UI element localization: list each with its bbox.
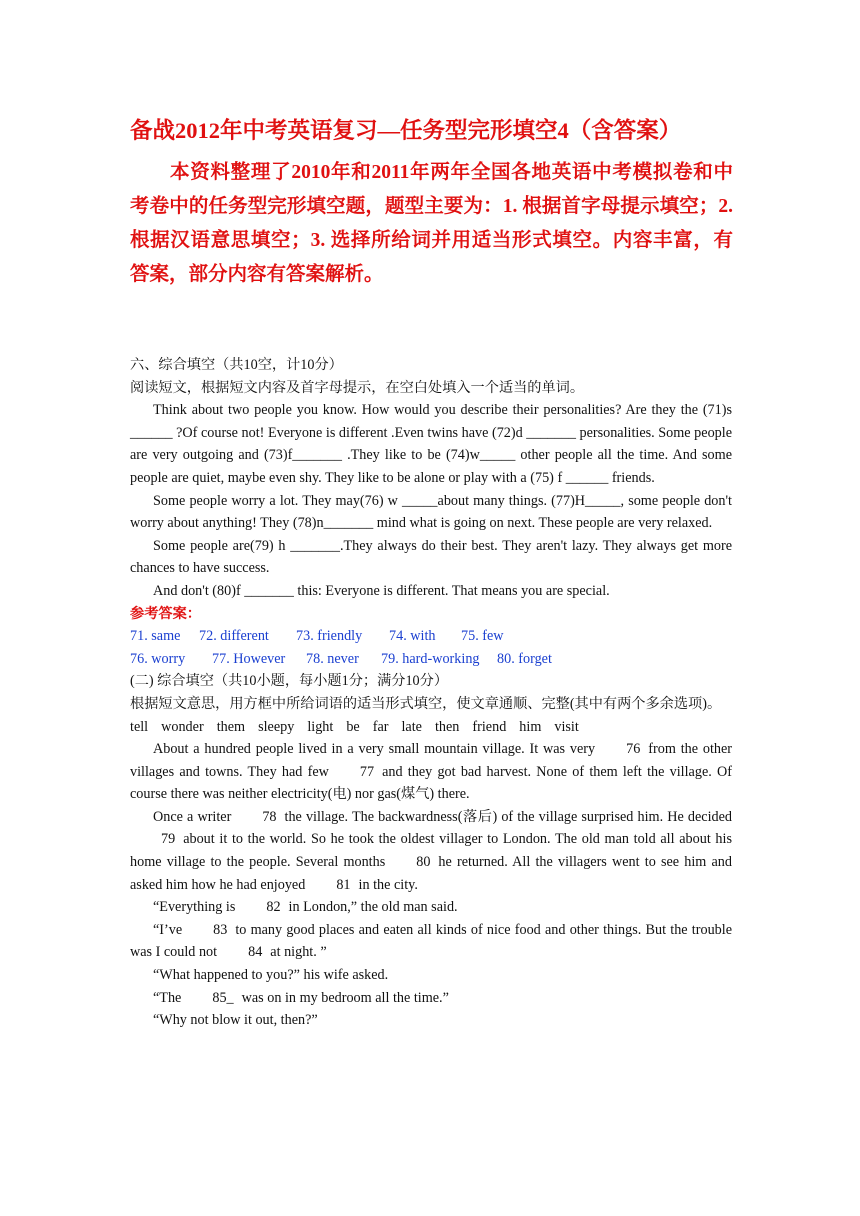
story-text: from the other villages and towns. They had few (130, 741, 733, 780)
word-bank-item: them (216, 718, 246, 735)
section2-instruction: 根据短文意思，用方框中所给词语的适当形式填空，使文章通顺、完整(其中有两个多余选项)。 (130, 695, 722, 712)
story-text: at night. ” (270, 944, 327, 961)
section1-paragraph: And don't (80)f _______ this: Everyone is different. That means you are special. (153, 582, 610, 599)
story-text: was on in my bedroom all the time.” (241, 989, 449, 1006)
section1-paragraph: Think about two people you know. How would you describe their personalities? Are they the (71)s ______ ?Of course not! Everyone is different .Even twins have (72)d _______ personalities. Some people are very outgoing and (73)f_______ .They like to be (74)w_____ other people all the time. And some people are quiet, maybe even shy. They like to be alone or play with a (75) f ______ friends. (130, 402, 732, 486)
answer-row (130, 625, 732, 648)
story-paragraph (130, 738, 732, 806)
answer-item: 79. hard-working (381, 650, 480, 667)
story-text: “The (153, 989, 182, 1006)
answer-item: 74. with (389, 628, 436, 645)
section2-heading: (二) 综合填空（共10小题，每小题1分；满分10分） (130, 673, 449, 690)
word-bank-item: then (434, 718, 460, 735)
word-bank-item: wonder (161, 718, 204, 735)
story-paragraph (130, 919, 732, 964)
story-text: “Everything is (153, 899, 236, 916)
answer-item: 71. same (130, 628, 181, 645)
answer-item: 76. worry (130, 650, 186, 667)
blank-number: 80 (416, 854, 431, 871)
word-bank-item: late (401, 718, 422, 735)
story-text: Once a writer (153, 808, 232, 825)
story-text: about it to the world. So he took the oldest villager to London. The old man told all about his home village to the people. Several months (130, 831, 732, 871)
answer-item: 80. forget (497, 650, 552, 667)
word-bank-item: him (519, 718, 542, 735)
answer-item: 72. different (199, 628, 269, 645)
story-text: to many good places and eaten all kinds of nice food and other things. But the trouble was I could not (130, 921, 732, 961)
answer-item: 77. However (212, 650, 286, 667)
story-text: and they got bad harvest. None of them left the village. Of course there was neither electricity(电) nor gas(煤气) there. (130, 763, 732, 803)
word-bank-item: tell (130, 718, 149, 735)
answer-item: 73. friendly (296, 628, 363, 645)
story-text: he returned. All the villagers went to see him and asked him how he had enjoyed (130, 854, 732, 893)
intro-paragraph: 本资料整理了2010年和2011年两年全国各地英语中考模拟卷和中考卷中的任务型完形填空题，题型主要为：1. 根据首字母提示填空；2. 根据汉语意思填空；3. 选择所给词并用适当形式填空。内容丰富，有答案，部分内容有答案解析。 (130, 162, 733, 285)
section1-paragraph: Some people worry a lot. They may(76) w _____about many things. (77)H_____, some people don't worry about anything! They (78)n_______ mind what is going on next. These people are very relaxed. (130, 492, 732, 532)
blank-number: 83 (213, 921, 228, 938)
answer-row (130, 648, 732, 671)
story-text: the village. The backwardness(落后) of the village surprised him. He decided (284, 808, 733, 825)
answer-label: 参考答案： (130, 605, 201, 622)
section1-paragraph: Some people are(79) h _______.They always do their best. They aren't lazy. They always get more chances to have success. (130, 537, 732, 577)
document-title: 备战2012年中考英语复习—任务型完形填空4（含答案） (130, 118, 682, 143)
story-paragraph (130, 806, 732, 896)
document-body (130, 354, 732, 1032)
blank-number: 84 (248, 944, 263, 961)
blank-number: 85_ (212, 989, 234, 1006)
blank-number: 82 (266, 899, 281, 916)
section1-instruction: 阅读短文，根据短文内容及首字母提示，在空白处填入一个适当的单词。 (130, 379, 585, 396)
blank-number: 78 (262, 808, 277, 825)
blank-number: 81 (336, 876, 351, 893)
section1-heading: 六、综合填空（共10空，计10分） (130, 357, 343, 373)
word-bank-item: visit (554, 718, 579, 735)
blank-number: 76 (626, 741, 641, 758)
answer-item: 78. never (306, 650, 359, 667)
blank-number: 77 (359, 763, 375, 780)
word-bank-item: friend (472, 718, 507, 735)
word-bank (130, 716, 732, 739)
story-text: in the city. (358, 876, 418, 893)
story-text: in London,” the old man said. (288, 899, 458, 916)
story-paragraph (130, 896, 732, 919)
story-paragraph (130, 987, 732, 1010)
word-bank-item: far (372, 718, 389, 735)
word-bank-item: light (307, 718, 334, 735)
story-paragraph: “What happened to you?” his wife asked. (153, 967, 389, 984)
story-text: About a hundred people lived in a very small mountain village. It was very (153, 741, 596, 758)
word-bank-item: sleepy (258, 718, 295, 735)
story-text: “I’ve (153, 921, 183, 938)
story-paragraph: “Why not blow it out, then?” (153, 1012, 318, 1029)
blank-number: 79 (161, 831, 176, 848)
answer-item: 75. few (461, 628, 504, 645)
word-bank-item: be (346, 718, 360, 735)
